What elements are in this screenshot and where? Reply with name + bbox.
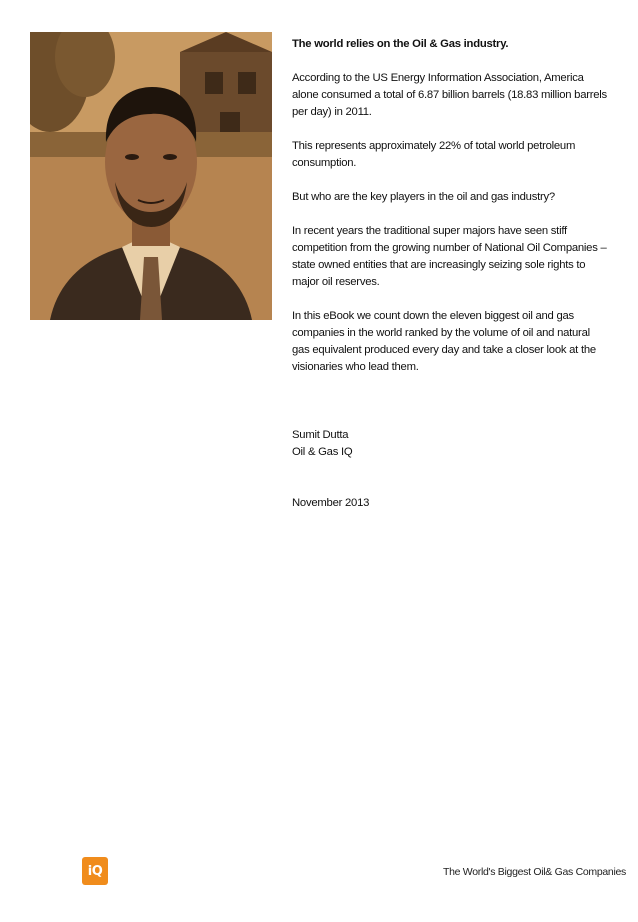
paragraph-percentage: This represents approximately 22% of total world petroleum consumption. bbox=[292, 140, 576, 169]
author-portrait-image bbox=[30, 32, 272, 320]
publication-date: November 2013 bbox=[292, 497, 370, 509]
intro-text bbox=[292, 36, 608, 512]
paragraph-question: But who are the key players in the oil and gas industry? bbox=[292, 191, 555, 203]
paragraph-ebook: In this eBook we count down the eleven biggest oil and gas companies in the world ranked by the volume of oil and natural gas equivalent produced every day and take a closer look at the visionaries who lead them. bbox=[292, 310, 596, 373]
signature-org: Oil & Gas IQ bbox=[292, 446, 353, 458]
author-photo bbox=[30, 32, 272, 320]
signature-name: Sumit Dutta bbox=[292, 429, 349, 441]
iq-logo: iQ bbox=[82, 857, 108, 885]
paragraph-consumption: According to the US Energy Information Association, America alone consumed a total of 6.87 billion barrels (18.83 million barrels per day) in 2011. bbox=[292, 72, 607, 118]
headline: The world relies on the Oil & Gas industry. bbox=[292, 38, 509, 50]
paragraph-competition: In recent years the traditional super majors have seen stiff competition from the growing number of National Oil Companies – state owned entities that are increasingly seizing sole rights to major oil reserves. bbox=[292, 225, 607, 288]
footer-title: The World's Biggest Oil& Gas Companies bbox=[443, 866, 626, 878]
